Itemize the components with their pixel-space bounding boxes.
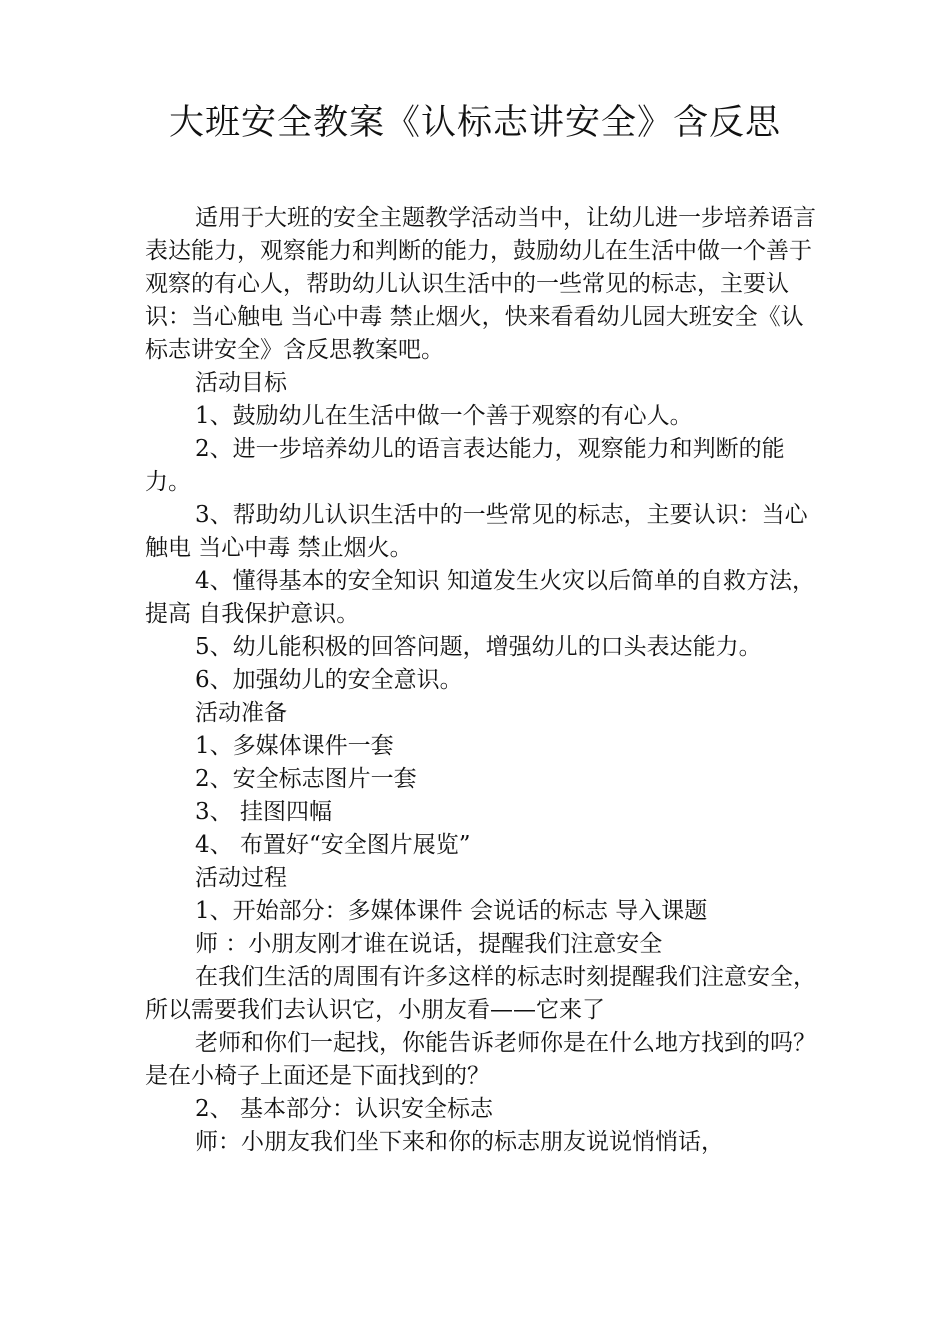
document-body [145,202,817,1159]
teacher-line-2: 师：小朋友我们坐下来和你的标志朋友说说悄悄话， [195,1129,724,1155]
process-step-2: 2、 基本部分：认识安全标志 [195,1096,493,1122]
section-heading-preparation: 活动准备 [195,700,287,726]
goal-item-5: 5、幼儿能积极的回答问题，增强幼儿的口头表达能力。 [195,634,762,660]
goal-item-3: 3、帮助幼儿认识生活中的一些常见的标志，主要认识：当心触电 当心中毒 禁止烟火。 [145,502,808,561]
goal-item-1: 1、鼓励幼儿在生活中做一个善于观察的有心人。 [195,403,693,429]
prep-item-4: 4、 布置好“安全图片展览” [195,832,471,858]
goal-item-6: 6、加强幼儿的安全意识。 [195,667,463,693]
prep-item-1: 1、多媒体课件一套 [195,733,394,759]
document-title: 大班安全教案《认标志讲安全》含反思 [168,103,781,143]
prep-item-3: 3、 挂图四幅 [195,799,332,825]
section-heading-process: 活动过程 [195,865,287,891]
prep-item-2: 2、安全标志图片一套 [195,766,417,792]
process-paragraph-1: 在我们生活的周围有许多这样的标志时刻提醒我们注意安全，所以需要我们去认识它，小朋友看——它来了 [145,964,816,1023]
goal-item-2: 2、进一步培养幼儿的语言表达能力，观察能力和判断的能力。 [145,436,785,495]
intro-paragraph: 适用于大班的安全主题教学活动当中，让幼儿进一步培养语言表达能力，观察能力和判断的能力，鼓励幼儿在生活中做一个善于观察的有心人，帮助幼儿认识生活中的一些常见的标志，主要认识：当心触电 当心中毒 禁止烟火，快来看看幼儿园大班安全《认标志讲安全》含反思教案吧。 [145,205,816,363]
section-heading-goals: 活动目标 [195,370,287,396]
process-step-1: 1、开始部分：多媒体课件 会说话的标志 导入课题 [195,898,708,924]
teacher-line-1: 师 ：小朋友刚才谁在说话，提醒我们注意安全 [195,931,663,957]
process-paragraph-2: 老师和你们一起找，你能告诉老师你是在什么地方找到的吗？是在小椅子上面还是下面找到的？ [145,1030,816,1089]
goal-item-4: 4、懂得基本的安全知识 知道发生火灾以后简单的自救方法，提高 自我保护意识。 [145,568,815,627]
